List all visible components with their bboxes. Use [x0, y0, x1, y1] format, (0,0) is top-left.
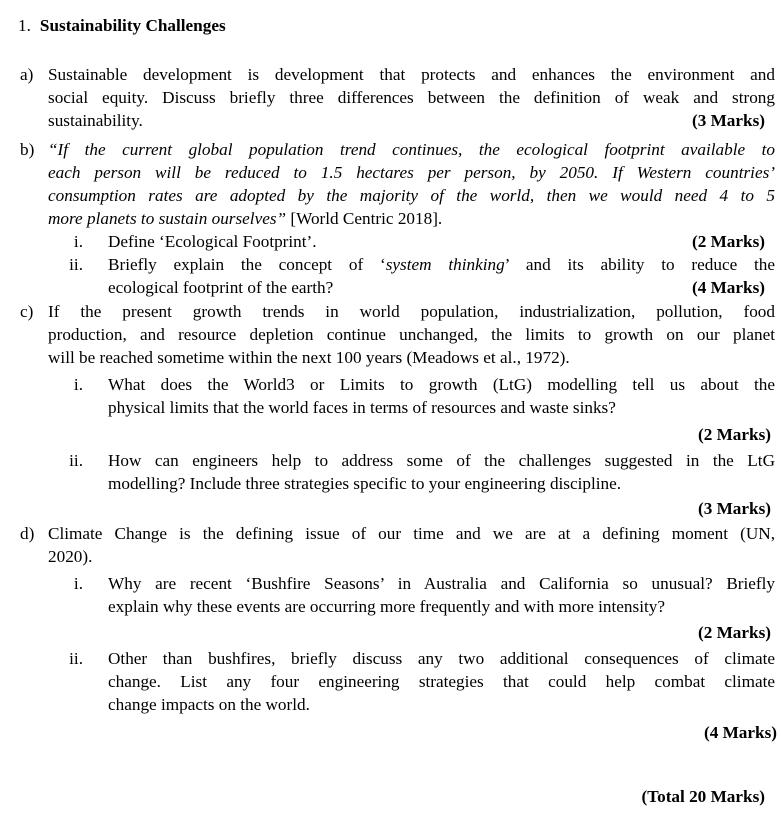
question-d-ii-line: change impacts on the world.: [108, 695, 310, 714]
question-c-line: If the present growth trends in world population, industrialization, pollution, food: [48, 302, 775, 321]
question-c-label: c): [20, 302, 34, 321]
question-b-ii: [57, 253, 775, 299]
question-a-line: sustainability.: [48, 111, 143, 130]
question-b: [20, 138, 775, 230]
section-heading: [18, 14, 226, 37]
question-d-i: [57, 572, 775, 618]
question-d-ii-marks: (4 Marks): [703, 723, 777, 742]
question-c-i-line: physical limits that the world faces in terms of resources and waste sinks?: [108, 398, 616, 417]
question-d-ii-label: ii.: [69, 649, 83, 668]
question-c-ii-line: modelling? Include three strategies specific to your engineering discipline.: [108, 474, 622, 493]
section-number: 1.: [18, 16, 31, 35]
question-a-line: social equity. Discuss briefly three differences between the definition of weak and strong: [48, 88, 775, 107]
question-c-ii: [57, 449, 775, 495]
question-d-ii: [57, 647, 775, 716]
question-c: [20, 300, 775, 369]
total-marks: (Total 20 Marks): [641, 787, 765, 806]
question-d-i-marks: (2 Marks): [697, 623, 771, 642]
question-b-quote-line: “If the current global population trend continues, the ecological footprint available to: [48, 140, 775, 159]
question-b-i-text: Define ‘Ecological Footprint’.: [108, 232, 317, 251]
question-b-quote-line: each person will be reduced to 1.5 hectares per person, by 2050. If Western countries’: [48, 163, 775, 182]
question-c-ii-label: ii.: [69, 451, 83, 470]
question-d-ii-line: change. List any four engineering strategies that could help combat climate: [108, 672, 775, 691]
question-d-line: 2020).: [48, 547, 93, 566]
question-b-quote-line: more planets to sustain ourselves”: [48, 209, 287, 228]
question-d-i-label: i.: [73, 574, 83, 593]
question-b-ii-emphasis: system thinking: [385, 255, 505, 274]
question-d-label: d): [20, 524, 35, 543]
question-b-ii-label: ii.: [69, 255, 83, 274]
question-b-citation: [World Centric 2018].: [286, 209, 443, 228]
question-c-ii-line: How can engineers help to address some of the challenges suggested in the LtG: [108, 451, 775, 470]
question-d-line: Climate Change is the defining issue of our time and we are at a defining moment (UN,: [48, 524, 775, 543]
question-b-i-label: i.: [73, 232, 83, 251]
section-title: Sustainability Challenges: [39, 16, 226, 35]
question-b-label: b): [20, 140, 35, 159]
question-b-ii-text: Briefly explain the concept of ‘: [108, 255, 386, 274]
question-b-i-marks: (2 Marks): [691, 232, 765, 251]
question-b-quote-line: consumption rates are adopted by the majority of the world, then we would need 4 to 5: [48, 186, 775, 205]
question-b-ii-marks: (4 Marks): [691, 278, 765, 297]
question-d-ii-line: Other than bushfires, briefly discuss any two additional consequences of climate: [108, 649, 775, 668]
question-d-i-line: explain why these events are occurring more frequently and with more intensity?: [108, 597, 665, 616]
question-b-i: [57, 230, 775, 253]
question-b-ii-text: ’ and its ability to reduce the: [504, 255, 775, 274]
question-d: [20, 522, 775, 568]
question-a: [20, 63, 775, 132]
question-c-ii-marks: (3 Marks): [697, 499, 771, 518]
question-d-i-line: Why are recent ‘Bushfire Seasons’ in Australia and California so unusual? Briefly: [108, 574, 775, 593]
question-c-i: [57, 373, 775, 419]
question-c-line: production, and resource depletion continue unchanged, the limits to growth on our planet: [48, 325, 775, 344]
question-a-label: a): [20, 65, 34, 84]
question-a-marks: (3 Marks): [691, 111, 765, 130]
question-c-i-marks: (2 Marks): [697, 425, 771, 444]
question-c-i-label: i.: [73, 375, 83, 394]
question-a-line: Sustainable development is development that protects and enhances the environment and: [48, 65, 775, 84]
question-c-line: will be reached sometime within the next 100 years (Meadows et al., 1972).: [48, 348, 570, 367]
question-b-ii-text: ecological footprint of the earth?: [108, 278, 334, 297]
question-c-i-line: What does the World3 or Limits to growth (LtG) modelling tell us about the: [108, 375, 775, 394]
